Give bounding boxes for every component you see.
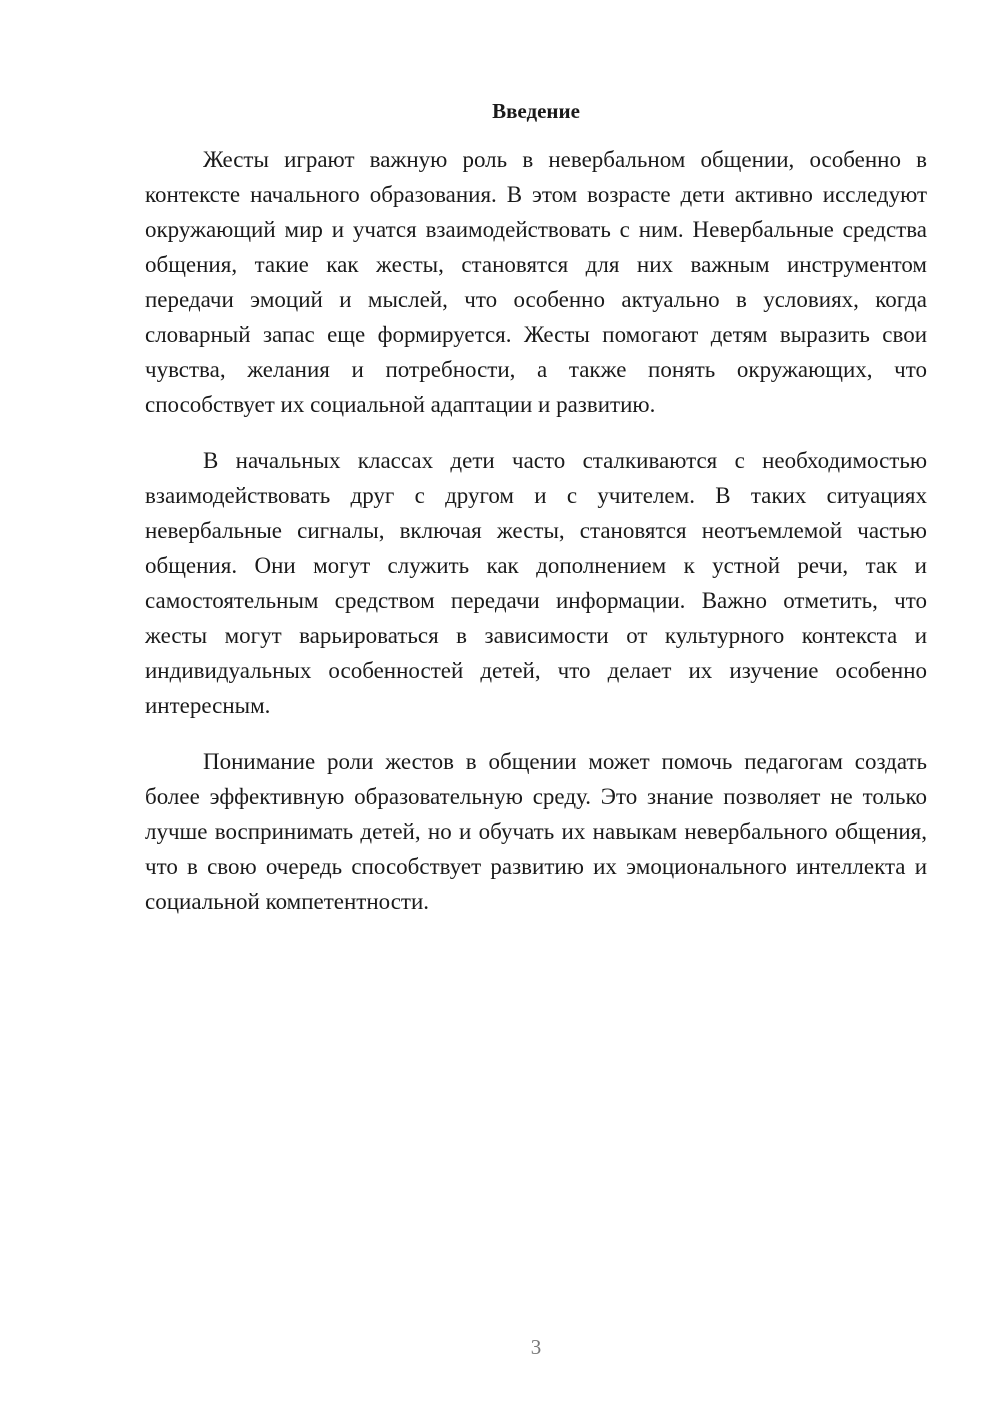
paragraph-1: Жесты играют важную роль в невербальном общении, особенно в контексте начального образования. В этом возрасте дети активно исследуют окружающий мир и учатся взаимодействовать с ним. Невербальные средства общения, такие как жесты, становятся для них важным инструментом передачи эмоций и мыслей, что особенно актуально в условиях, когда словарный запас еще формируется. Жесты помогают детям выразить свои чувства, желания и потребности, а также понять окружающих, что способствует их социальной адаптации и развитию. [145, 147, 927, 417]
page-number: 3 [530, 1335, 542, 1359]
section-heading: Введение [492, 99, 580, 123]
paragraph-3: Понимание роли жестов в общении может помочь педагогам создать более эффективную образовательную среду. Это знание позволяет не только лучше воспринимать детей, но и обучать их навыкам невербального общения, что в свою очередь способствует развитию их эмоционального интеллекта и социальной компетентности. [145, 749, 927, 914]
paragraph-2: В начальных классах дети часто сталкиваются с необходимостью взаимодействовать друг с другом и с учителем. В таких ситуациях невербальные сигналы, включая жесты, становятся неотъемлемой частью общения. Они могут служить как дополнением к устной речи, так и самостоятельным средством передачи информации. Важно отметить, что жесты могут варьироваться в зависимости от культурного контекста и индивидуальных особенностей детей, что делает их изучение особенно интересным. [145, 448, 927, 718]
body-text [145, 142, 927, 940]
